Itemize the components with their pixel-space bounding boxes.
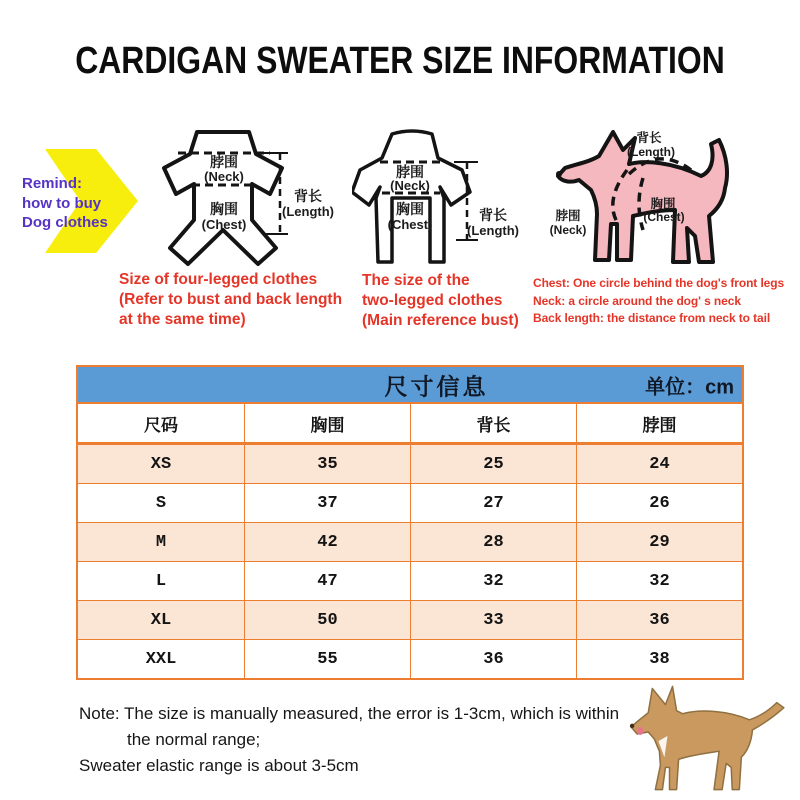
- two-legged-caption: [362, 271, 519, 331]
- table-row: [78, 523, 742, 562]
- back-length-label-cn: 背长: [294, 188, 322, 204]
- back-cell: 28: [410, 523, 576, 561]
- page-title: CARDIGAN SWEATER SIZE INFORMATION: [75, 40, 725, 82]
- chest-cell: 55: [244, 640, 410, 678]
- size-cell: XL: [150, 610, 172, 630]
- table-title: 尺寸信息: [384, 373, 489, 399]
- caption-line: at the same time): [119, 311, 246, 328]
- neck-cell: 36: [576, 601, 742, 639]
- back-cell: 36: [410, 640, 576, 678]
- four-legged-caption: [119, 270, 342, 330]
- back-cell: 32: [410, 562, 576, 600]
- back-length-label-en: (Length): [282, 204, 334, 219]
- two-legged-clothes-diagram: [352, 128, 522, 268]
- dog-nose: [556, 171, 562, 177]
- dog-nose: [630, 724, 634, 728]
- table-title-band: [78, 367, 742, 402]
- back-length-label-en: (Length): [467, 223, 519, 238]
- note-line-3: Sweater elastic range is about 3-5cm: [79, 756, 359, 775]
- chest-label-cn: 胸围: [650, 197, 676, 211]
- table-header-row: [78, 402, 742, 445]
- chest-cell: 47: [244, 562, 410, 600]
- table-row: [78, 640, 742, 678]
- remind-line-1: Remind:: [22, 175, 82, 192]
- caption-line: Chest: One circle behind the dog's front legs: [533, 276, 785, 290]
- back-length-label-en: (Length): [627, 145, 675, 159]
- note-line-2: the normal range;: [127, 730, 261, 749]
- remind-line-2: how to buy: [22, 194, 102, 212]
- neck-label-en: (Neck): [390, 178, 430, 193]
- caption-line: (Refer to bust and back length: [119, 291, 343, 308]
- neck-cell: 29: [576, 523, 742, 561]
- caption-line: two-legged clothes: [362, 292, 503, 309]
- chest-label-cn: 胸围: [396, 201, 424, 217]
- neck-label-cn: 脖围: [555, 209, 581, 223]
- chest-label-en: (Chest): [643, 210, 685, 224]
- table-body: [78, 445, 742, 678]
- chest-label-en: (Chest): [201, 217, 247, 232]
- remind-text: [22, 174, 108, 233]
- chest-cell: 50: [244, 601, 410, 639]
- pink-dog-drawing: [535, 112, 795, 267]
- column-header-size: 尺码: [144, 415, 178, 435]
- size-cell: XS: [150, 454, 172, 474]
- neck-cell: 32: [576, 562, 742, 600]
- back-cell: 27: [410, 484, 576, 522]
- column-header-back: 背长: [410, 404, 576, 442]
- chest-label-cn: 胸围: [210, 201, 238, 217]
- back-cell: 25: [410, 445, 576, 483]
- caption-line: Size of four-legged clothes: [119, 271, 318, 288]
- size-cell: XXL: [145, 649, 177, 669]
- back-length-label-cn: 背长: [636, 131, 662, 145]
- measuring-instructions-caption: [533, 275, 784, 328]
- dog-body: [631, 686, 784, 789]
- table-row: [78, 601, 742, 640]
- garment-outline: [352, 131, 470, 262]
- dog-measuring-diagram: [535, 112, 795, 267]
- dog-tongue: [637, 727, 643, 735]
- table-row: [78, 562, 742, 601]
- neck-label-en: (Neck): [549, 223, 587, 237]
- chest-cell: 37: [244, 484, 410, 522]
- remind-line-3: Dog clothes: [22, 214, 108, 231]
- unit-label: 单位：cm: [645, 376, 734, 398]
- caption-line: Back length: the distance from neck to tail: [533, 311, 771, 325]
- back-length-label-cn: 背长: [479, 207, 507, 223]
- size-cell: L: [155, 571, 167, 591]
- neck-cell: 38: [576, 640, 742, 678]
- two-legged-garment-drawing: [352, 128, 522, 268]
- dog-illustration: [626, 674, 798, 796]
- caption-line: The size of the: [362, 272, 470, 289]
- neck-label-cn: 脖围: [210, 154, 238, 170]
- caption-line: (Main reference bust): [362, 312, 519, 329]
- neck-cell: 26: [576, 484, 742, 522]
- four-legged-clothes-diagram: [148, 122, 338, 272]
- column-header-neck: 脖围: [576, 404, 742, 442]
- size-table: [76, 365, 744, 680]
- chest-cell: 35: [244, 445, 410, 483]
- neck-label-cn: 脖围: [396, 164, 424, 180]
- neck-cell: 24: [576, 445, 742, 483]
- size-cell: S: [155, 493, 167, 513]
- column-header-chest: 胸围: [244, 404, 410, 442]
- note-text: [79, 701, 619, 779]
- chest-label-en: (Chest): [387, 217, 433, 232]
- caption-line: Neck: a circle around the dog' s neck: [533, 293, 741, 308]
- table-row: [78, 484, 742, 523]
- chest-cell: 42: [244, 523, 410, 561]
- size-cell: M: [155, 532, 167, 552]
- table-row: [78, 445, 742, 484]
- back-cell: 33: [410, 601, 576, 639]
- neck-label-en: (Neck): [204, 169, 244, 184]
- note-line-1: Note: The size is manually measured, the error is 1-3cm, which is within: [79, 704, 620, 723]
